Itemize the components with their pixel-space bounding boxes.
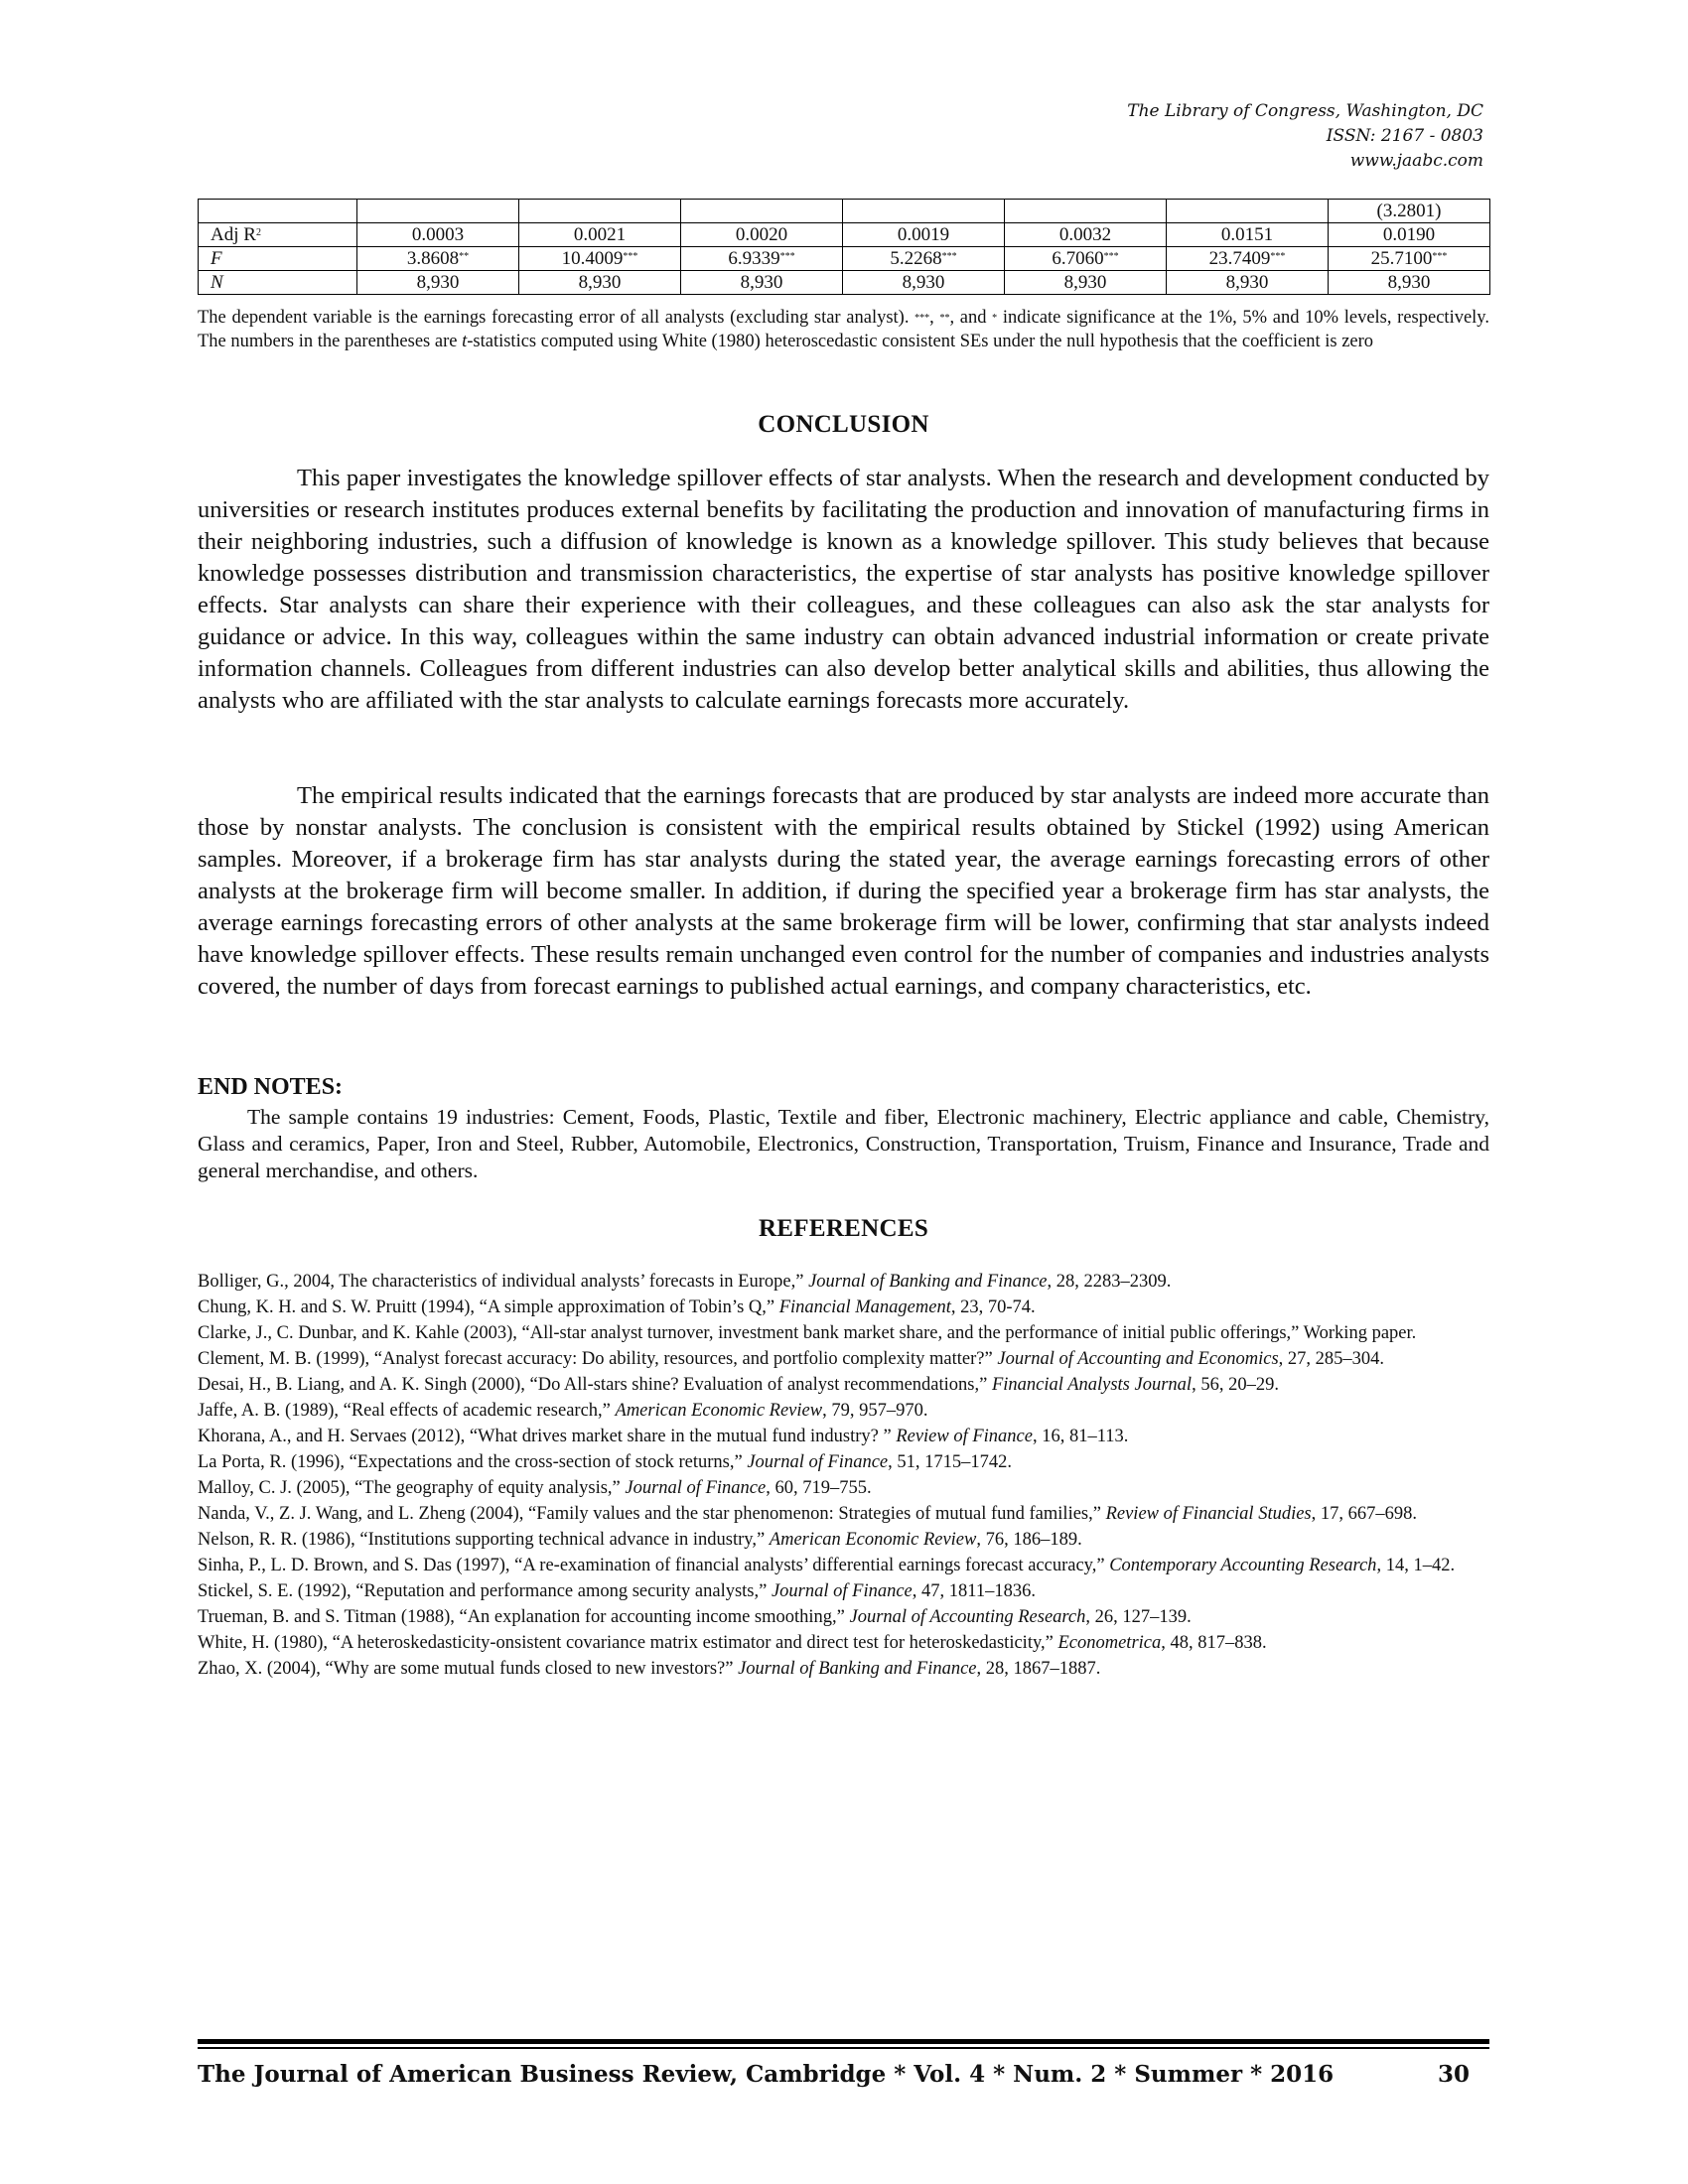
cell-value: 8,930 xyxy=(578,272,622,293)
regression-table-grid xyxy=(198,199,1490,295)
cell-value: 3.8608 xyxy=(406,248,460,269)
significance-stars: *** xyxy=(1270,251,1286,262)
table-cell xyxy=(519,200,681,223)
row-label-sup: 2 xyxy=(255,227,261,238)
cell-value: 10.4009 xyxy=(561,248,624,269)
cell-value: 25.7100 xyxy=(1370,248,1433,269)
footer-rule xyxy=(198,2047,1489,2049)
table-cell xyxy=(1329,271,1490,295)
table-cell xyxy=(681,271,843,295)
reference-text: Khorana, A., and H. Servaes (2012), “What drives market share in the mutual fund industry? ” xyxy=(198,1427,897,1446)
reference-journal: American Economic Review xyxy=(769,1530,977,1550)
table-cell xyxy=(1167,223,1329,247)
reference-text: Sinha, P., L. D. Brown, and S. Das (1997), “A re-examination of financial analysts’ differential earnings forecast accuracy,” xyxy=(198,1556,1110,1575)
footer-journal: The Journal of American Business Review, Cambridge * Vol. 4 * Num. 2 * Summer * 2016 xyxy=(198,2061,1335,2088)
regression-table xyxy=(198,199,1489,295)
header-website: www.jaabc.com xyxy=(1349,151,1483,171)
reference-journal: Journal of Accounting and Economics xyxy=(997,1349,1279,1369)
table-cell xyxy=(1167,247,1329,271)
row-label-text: F xyxy=(211,248,222,269)
references-list xyxy=(198,1271,1489,1684)
cell-value: 0.0032 xyxy=(1058,224,1112,245)
reference-item xyxy=(198,1503,1489,1527)
reference-text: Desai, H., B. Liang, and A. K. Singh (2000), “Do All-stars shine? Evaluation of analyst recommendations,” xyxy=(198,1375,992,1395)
row-label-text: N xyxy=(211,272,223,293)
reference-journal: Journal of Finance xyxy=(747,1452,889,1472)
cell-value: 8,930 xyxy=(1387,272,1431,293)
reference-volume: , 56, 20–29. xyxy=(1192,1375,1279,1395)
cell-value: 0.0003 xyxy=(411,224,465,245)
note-text: , and xyxy=(949,308,993,328)
table-cell xyxy=(843,223,1005,247)
reference-item xyxy=(198,1477,1489,1501)
reference-item xyxy=(198,1580,1489,1604)
table-note xyxy=(198,307,1489,353)
significance-stars: *** xyxy=(941,251,957,262)
footer-rule xyxy=(198,2039,1489,2044)
reference-text: Malloy, C. J. (2005), “The geography of equity analysis,” xyxy=(198,1478,626,1498)
table-cell xyxy=(1329,223,1490,247)
table-cell xyxy=(681,200,843,223)
reference-journal: Review of Finance xyxy=(896,1427,1033,1446)
note-italic: t xyxy=(462,331,468,351)
cell-value: 8,930 xyxy=(1063,272,1107,293)
reference-text: Clarke, J., C. Dunbar, and K. Kahle (2003), “All-star analyst turnover, investment bank market share, and the performance of initial public offerings,” Working paper. xyxy=(198,1323,1417,1343)
table-row xyxy=(199,200,1490,223)
table-cell xyxy=(1167,271,1329,295)
table-cell xyxy=(843,247,1005,271)
reference-journal: Contemporary Accounting Research xyxy=(1109,1556,1377,1575)
reference-volume: , 27, 285–304. xyxy=(1278,1349,1385,1369)
cell-value: 6.9339 xyxy=(728,248,780,269)
header-issn: ISSN: 2167 - 0803 xyxy=(1326,126,1483,146)
reference-journal: Journal of Banking and Finance xyxy=(738,1659,977,1679)
significance-stars: *** xyxy=(1103,251,1119,262)
cell-value: 23.7409 xyxy=(1208,248,1271,269)
conclusion-heading: CONCLUSION xyxy=(758,411,929,438)
table-cell xyxy=(681,247,843,271)
reference-item xyxy=(198,1322,1489,1346)
cell-value: 6.7060 xyxy=(1052,248,1104,269)
reference-text: La Porta, R. (1996), “Expectations and the cross-section of stock returns,” xyxy=(198,1452,748,1472)
reference-volume: , 60, 719–755. xyxy=(766,1478,872,1498)
row-label-text: Adj R xyxy=(211,224,256,245)
table-cell xyxy=(843,271,1005,295)
cell-value: 0.0020 xyxy=(735,224,788,245)
reference-volume: , 51, 1715–1742. xyxy=(888,1452,1012,1472)
reference-journal: Financial Management xyxy=(778,1297,951,1317)
reference-journal: Journal of Banking and Finance xyxy=(808,1272,1048,1292)
reference-volume: , 23, 70-74. xyxy=(950,1297,1036,1317)
reference-item xyxy=(198,1297,1489,1320)
note-sup: * xyxy=(992,313,998,324)
endnotes-text: The sample contains 19 industries: Cement, Foods, Plastic, Textile and fiber, Electronic machinery, Electric appliance and cable, Chemistry, Glass and ceramics, Paper, Iron and Steel, Rubber, Automobile, Electronics, Construction, Transportation, Truism, Finance and Insurance, Trade and general merchandise, and others. xyxy=(198,1105,1489,1182)
header-library: The Library of Congress, Washington, DC xyxy=(1127,101,1483,121)
cell-value: 0.0190 xyxy=(1382,224,1436,245)
table-cell xyxy=(1329,200,1490,223)
reference-text: Stickel, S. E. (1992), “Reputation and performance among security analysts,” xyxy=(198,1581,772,1601)
reference-journal: American Economic Review xyxy=(615,1401,823,1421)
reference-text: White, H. (1980), “A heteroskedasticity-onsistent covariance matrix estimator and direct test for heteroskedasticity,” xyxy=(198,1633,1058,1653)
note-sup: ** xyxy=(939,313,950,324)
significance-stars: *** xyxy=(1432,251,1448,262)
reference-text: Clement, M. B. (1999), “Analyst forecast accuracy: Do ability, resources, and portfolio complexity matter?” xyxy=(198,1349,998,1369)
table-body xyxy=(199,200,1490,295)
row-label xyxy=(199,223,357,247)
table-cell xyxy=(1005,223,1167,247)
table-cell xyxy=(357,247,519,271)
significance-stars: *** xyxy=(623,251,638,262)
cell-value: 0.0021 xyxy=(573,224,627,245)
table-cell xyxy=(357,200,519,223)
reference-text: Zhao, X. (2004), “Why are some mutual funds closed to new investors?” xyxy=(198,1659,739,1679)
reference-item xyxy=(198,1555,1489,1578)
row-label xyxy=(199,200,357,223)
reference-item xyxy=(198,1400,1489,1424)
row-label xyxy=(199,247,357,271)
reference-text: Jaffe, A. B. (1989), “Real effects of academic research,” xyxy=(198,1401,616,1421)
reference-text: Trueman, B. and S. Titman (1988), “An explanation for accounting income smoothing,” xyxy=(198,1607,850,1627)
reference-journal: Journal of Finance xyxy=(625,1478,767,1498)
table-row xyxy=(199,223,1490,247)
reference-volume: , 28, 1867–1887. xyxy=(976,1659,1101,1679)
reference-journal: Journal of Accounting Research xyxy=(849,1607,1086,1627)
endnotes-heading: END NOTES: xyxy=(198,1074,344,1100)
cell-value: 0.0151 xyxy=(1220,224,1274,245)
reference-text: Bolliger, G., 2004, The characteristics of individual analysts’ forecasts in Europe,” xyxy=(198,1272,809,1292)
reference-item xyxy=(198,1451,1489,1475)
reference-journal: Review of Financial Studies xyxy=(1105,1504,1312,1524)
reference-volume: , 16, 81–113. xyxy=(1032,1427,1129,1446)
journal-header xyxy=(1127,99,1483,174)
table-cell xyxy=(357,223,519,247)
page-number: 30 xyxy=(1437,2061,1470,2088)
reference-text: Nanda, V., Z. J. Wang, and L. Zheng (2004), “Family values and the star phenomenon: Strategies of mutual fund families,” xyxy=(198,1504,1106,1524)
cell-value: (3.2801) xyxy=(1376,201,1442,221)
table-cell xyxy=(843,200,1005,223)
note-text: The dependent variable is the earnings forecasting error of all analysts (excluding star analyst). xyxy=(198,308,915,328)
table-row xyxy=(199,271,1490,295)
cell-value: 8,930 xyxy=(1225,272,1269,293)
reference-item xyxy=(198,1632,1489,1656)
cell-value: 5.2268 xyxy=(890,248,942,269)
reference-item xyxy=(198,1271,1489,1295)
reference-volume: , 79, 957–970. xyxy=(822,1401,928,1421)
reference-text: Nelson, R. R. (1986), “Institutions supporting technical advance in industry,” xyxy=(198,1530,770,1550)
reference-volume: , 28, 2283–2309. xyxy=(1047,1272,1172,1292)
conclusion-paragraph-2: The empirical results indicated that the earnings forecasts that are produced by star analysts are indeed more accurate than those by nonstar analysts. The conclusion is consistent with the empirical results obtained by Stickel (1992) using American samples. Moreover, if a brokerage firm has star analysts during the stated year, the average earnings forecasting errors of other analysts at the brokerage firm will become smaller. In addition, if during the specified year a brokerage firm has star analysts, the average earnings forecasting errors of other analysts at the same brokerage firm will be lower, confirming that star analysts indeed have knowledge spillover effects. These results remain unchanged even control for the number of companies and industries analysts covered, the number of days from forecast earnings to published actual earnings, and company characteristics, etc. xyxy=(198,782,1489,1000)
cell-value: 8,930 xyxy=(740,272,783,293)
significance-stars: ** xyxy=(459,251,470,262)
table-cell xyxy=(681,223,843,247)
reference-item xyxy=(198,1348,1489,1372)
reference-item xyxy=(198,1658,1489,1682)
reference-journal: Econometrica xyxy=(1057,1633,1162,1653)
table-cell xyxy=(1329,247,1490,271)
table-cell xyxy=(519,223,681,247)
table-row xyxy=(199,247,1490,271)
reference-item xyxy=(198,1374,1489,1398)
note-sup: *** xyxy=(914,313,930,324)
note-text: , xyxy=(929,308,940,328)
cell-value: 8,930 xyxy=(902,272,945,293)
reference-volume: , 26, 127–139. xyxy=(1085,1607,1192,1627)
reference-journal: Financial Analysts Journal xyxy=(991,1375,1193,1395)
reference-text: Chung, K. H. and S. W. Pruitt (1994), “A simple approximation of Tobin’s Q,” xyxy=(198,1297,779,1317)
reference-volume: , 17, 667–698. xyxy=(1311,1504,1418,1524)
footer xyxy=(198,2061,1489,2088)
table-cell xyxy=(1167,200,1329,223)
table-cell xyxy=(357,271,519,295)
reference-item xyxy=(198,1606,1489,1630)
reference-volume: , 47, 1811–1836. xyxy=(912,1581,1036,1601)
table-cell xyxy=(1005,200,1167,223)
table-cell xyxy=(519,271,681,295)
note-text: indicate significance at the 1%, 5% and 10% levels, respectively. The numbers in the parentheses are xyxy=(198,308,1489,351)
reference-volume: , 14, 1–42. xyxy=(1376,1556,1456,1575)
conclusion-paragraph-1: This paper investigates the knowledge spillover effects of star analysts. When the research and development conducted by universities or research institutes produces external benefits by facilitating the production and innovation of manufacturing firms in their neighboring industries, such a diffusion of knowledge is known as a knowledge spillover. This study believes that because knowledge possesses distribution and transmission characteristics, the expertise of star analysts has positive knowledge spillover effects. Star analysts can share their experience with their colleagues, and these colleagues can also ask the star analysts for guidance or advice. In this way, colleagues within the same industry can obtain advanced industrial information or create private information channels. Colleagues from different industries can also develop better analytical skills and abilities, thus allowing the analysts who are affiliated with the star analysts to calculate earnings forecasts more accurately. xyxy=(198,465,1489,714)
row-label xyxy=(199,271,357,295)
references-heading: REFERENCES xyxy=(758,1215,929,1242)
note-text: -statistics computed using White (1980) heteroscedastic consistent SEs under the null hypothesis that the coefficient is zero xyxy=(467,331,1374,351)
reference-item xyxy=(198,1529,1489,1553)
cell-value: 8,930 xyxy=(416,272,460,293)
table-cell xyxy=(1005,271,1167,295)
table-cell xyxy=(519,247,681,271)
reference-item xyxy=(198,1426,1489,1449)
cell-value: 0.0019 xyxy=(897,224,950,245)
table-cell xyxy=(1005,247,1167,271)
significance-stars: *** xyxy=(779,251,795,262)
reference-volume: , 48, 817–838. xyxy=(1161,1633,1267,1653)
reference-volume: , 76, 186–189. xyxy=(976,1530,1082,1550)
reference-journal: Journal of Finance xyxy=(771,1581,913,1601)
